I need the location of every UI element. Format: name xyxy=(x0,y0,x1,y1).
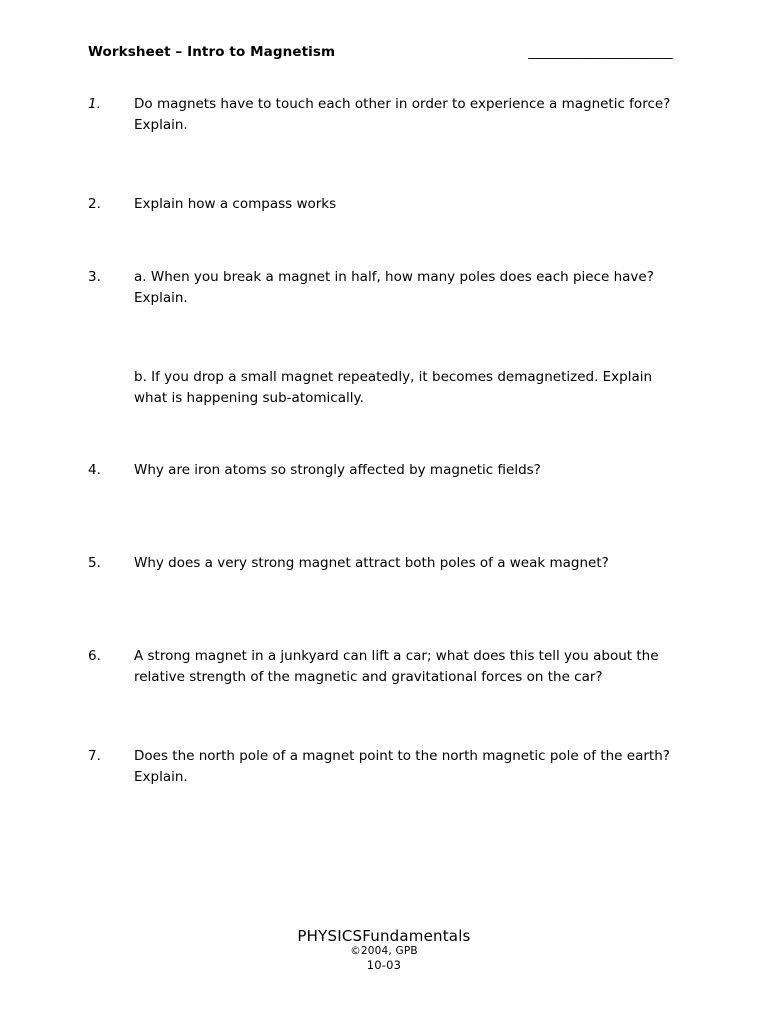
answer-space-4 xyxy=(88,481,676,553)
page-footer xyxy=(0,927,768,972)
question-3a-text: a. When you break a magnet in half, how many poles does each piece have? Explain. xyxy=(134,268,654,306)
question-4-number: 4. xyxy=(88,462,101,479)
question-1-number: 1. xyxy=(88,96,101,112)
question-4-text: Why are iron atoms so strongly affected by magnetic fields? xyxy=(134,462,541,479)
question-2 xyxy=(88,194,676,215)
question-7-number: 7. xyxy=(88,748,101,765)
answer-space-1 xyxy=(88,136,676,194)
answer-space-3b xyxy=(88,408,676,460)
question-2-number: 2. xyxy=(88,195,101,212)
question-6-number: 6. xyxy=(88,648,101,665)
question-3b xyxy=(88,367,676,409)
question-4 xyxy=(88,460,676,481)
question-1 xyxy=(88,94,676,136)
question-6-text: A strong magnet in a junkyard can lift a car; what does this tell you about the relative strength of the magnetic and gravitational forces on the car? xyxy=(134,648,659,686)
footer-brand: PHYSICSFundamentals xyxy=(297,927,471,945)
name-blank-line: _______________________ xyxy=(528,44,672,60)
question-6 xyxy=(88,646,676,688)
question-5-number: 5. xyxy=(88,555,101,572)
question-5-text: Why does a very strong magnet attract both poles of a weak magnet? xyxy=(134,555,609,572)
page-title: Worksheet – Intro to Magnetism xyxy=(88,44,336,60)
question-2-text: Explain how a compass works xyxy=(134,195,337,212)
answer-space-5 xyxy=(88,574,676,646)
question-7 xyxy=(88,746,676,788)
question-3-number: 3. xyxy=(88,268,101,285)
footer-code: 10-03 xyxy=(366,958,402,972)
question-7-text: Does the north pole of a magnet point to the north magnetic pole of the earth? Explain. xyxy=(134,748,670,786)
question-1-text: Do magnets have to touch each other in order to experience a magnetic force? Explain. xyxy=(134,96,671,133)
footer-copyright: ©2004, GPB xyxy=(350,945,418,957)
question-3a xyxy=(88,267,676,309)
question-3b-text: b. If you drop a small magnet repeatedly, it becomes demagnetized. Explain what is happening sub-atomically. xyxy=(134,368,653,406)
answer-space-3a xyxy=(88,309,676,367)
page-header xyxy=(88,44,676,60)
question-5 xyxy=(88,553,676,574)
answer-space-2 xyxy=(88,215,676,267)
answer-space-6 xyxy=(88,688,676,746)
